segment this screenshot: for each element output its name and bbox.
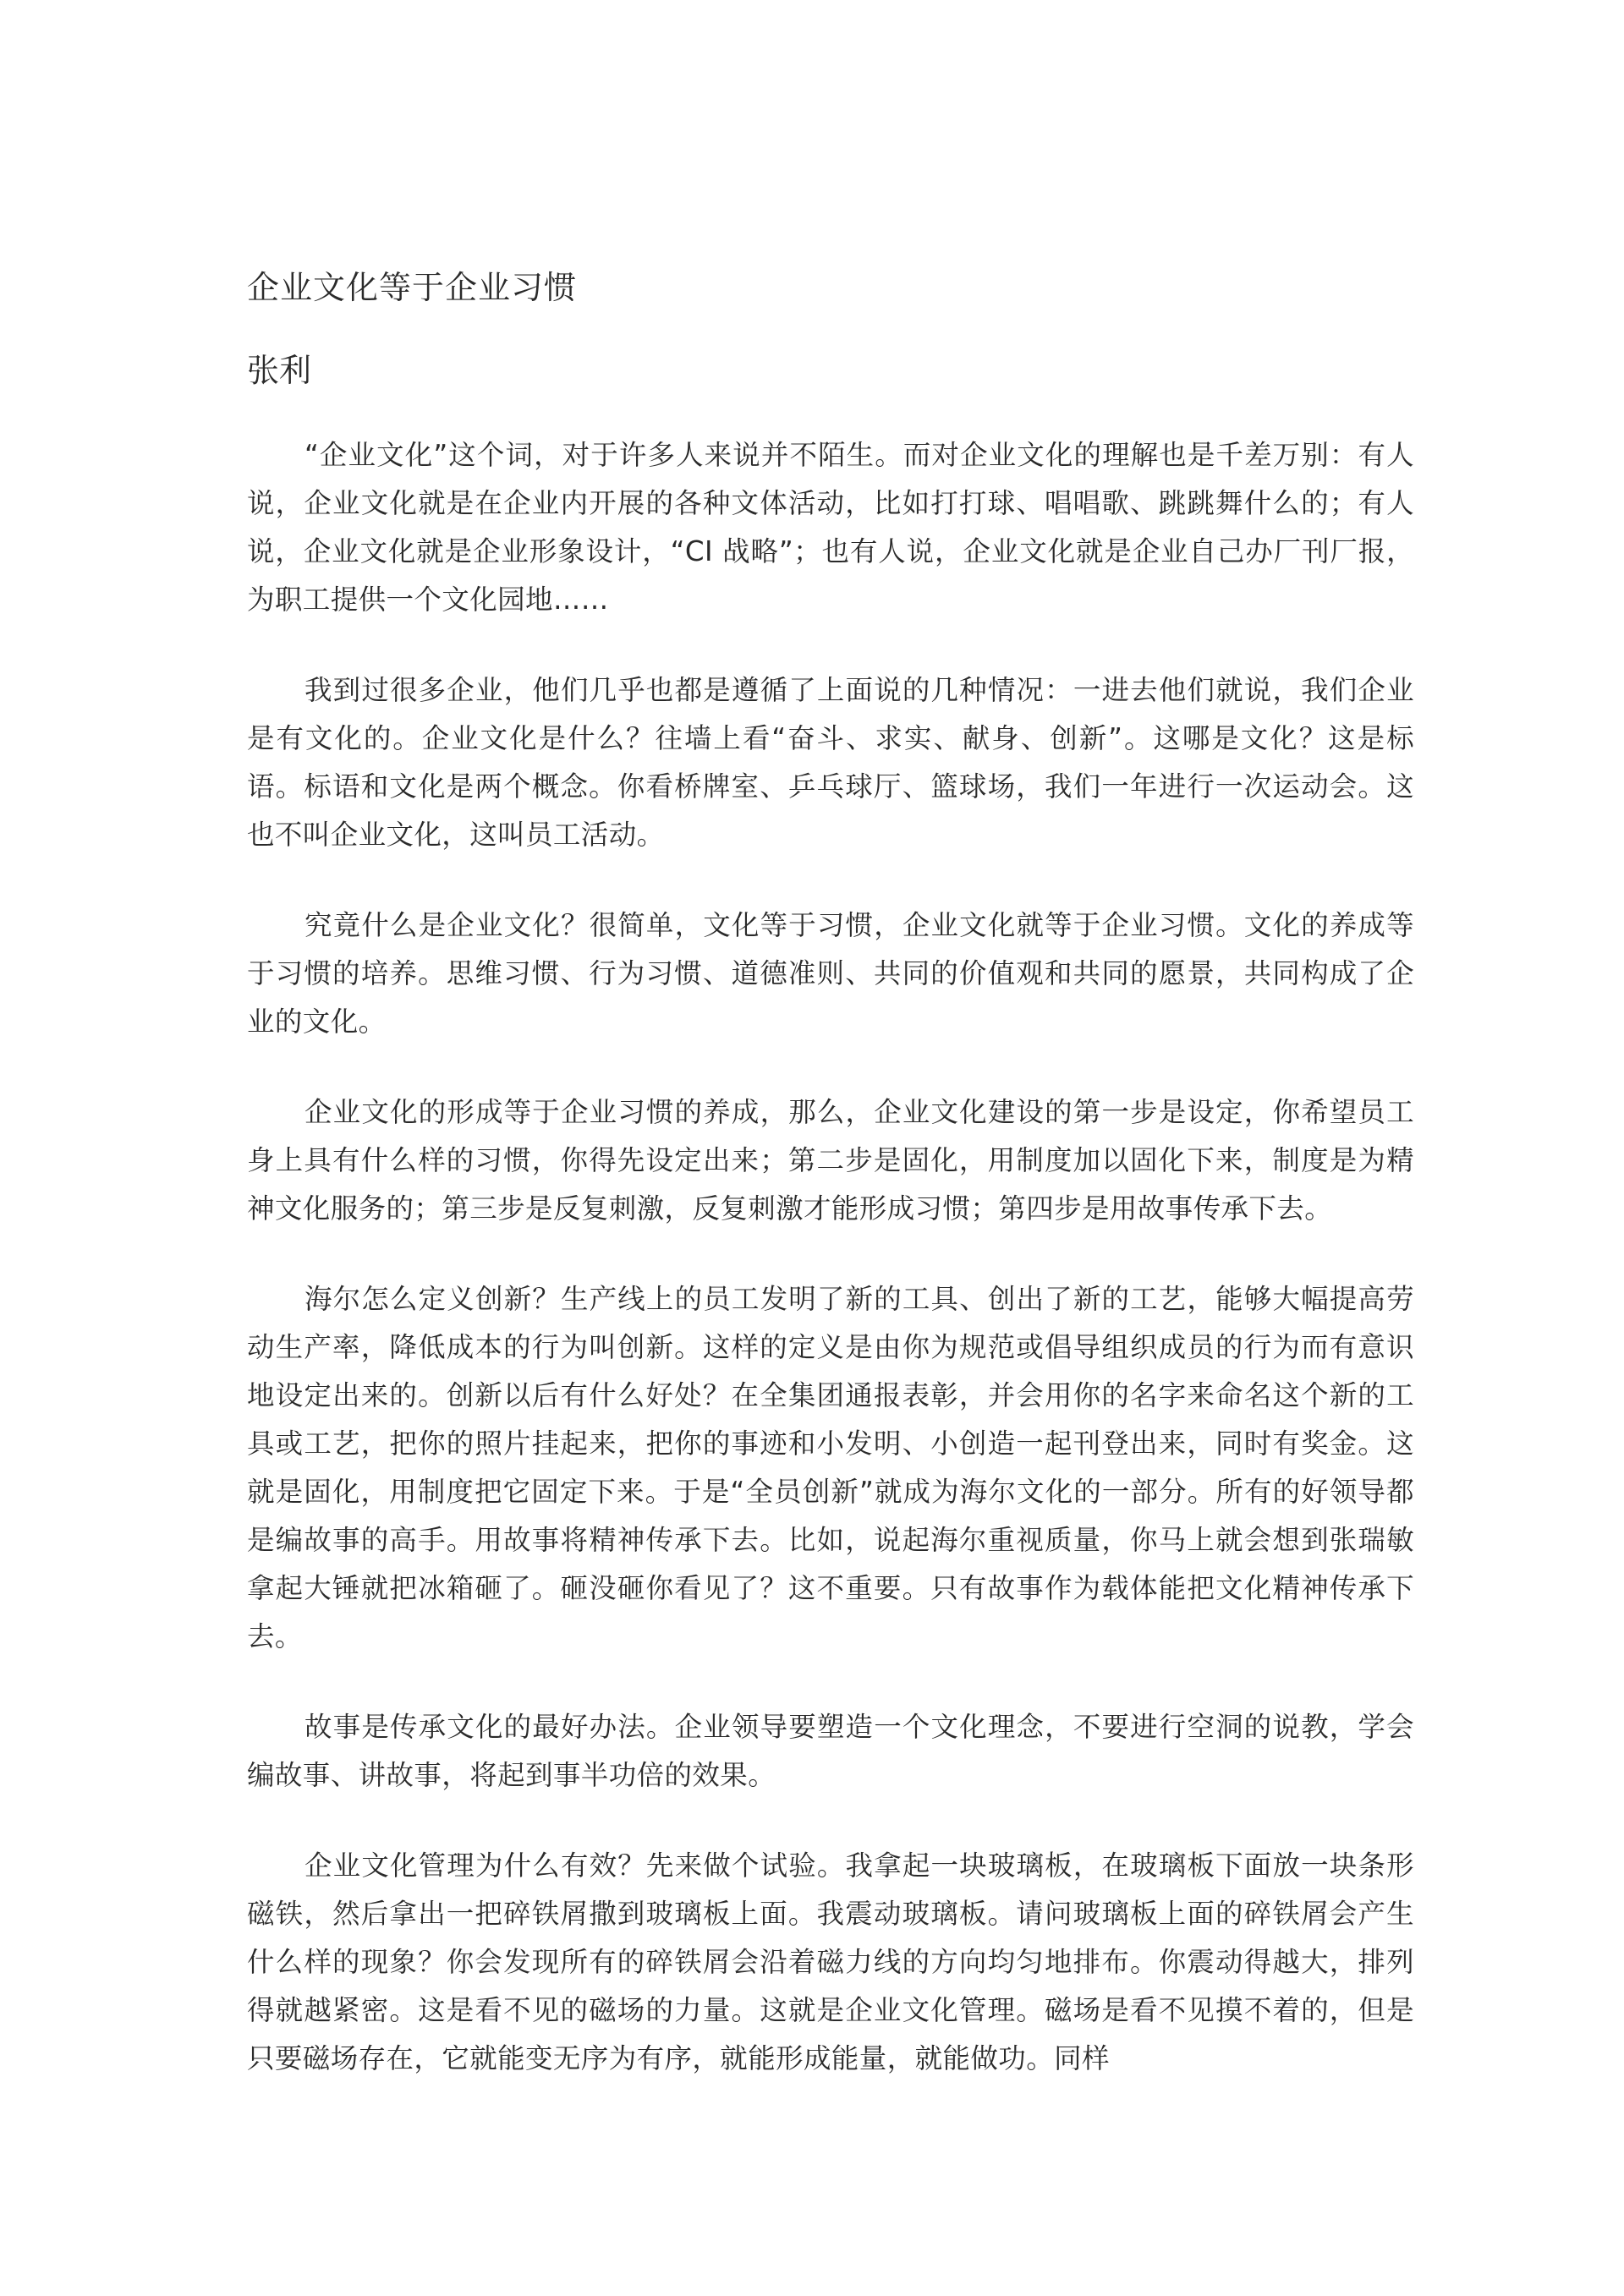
paragraph: 究竟什么是企业文化？很简单，文化等于习惯，企业文化就等于企业习惯。文化的养成等于习惯的培养。思维习惯、行为习惯、道德准则、共同的价值观和共同的愿景，共同构成了企业的文化。 bbox=[247, 909, 1414, 1038]
document-title: 企业文化等于企业习惯 bbox=[247, 269, 578, 306]
document-page bbox=[247, 262, 1414, 2083]
paragraph: “企业文化”这个词，对于许多人来说并不陌生。而对企业文化的理解也是千差万别：有人说，企业文化就是在企业内开展的各种文体活动，比如打打球、唱唱歌、跳跳舞什么的；有人说，企业文化就是企业形象设计，“CI 战略”；也有人说，企业文化就是企业自己办厂刊厂报，为职工提供一个文化园地…… bbox=[247, 439, 1414, 616]
paragraph: 海尔怎么定义创新？生产线上的员工发明了新的工具、创出了新的工艺，能够大幅提高劳动生产率，降低成本的行为叫创新。这样的定义是由你为规范或倡导组织成员的行为而有意识地设定出来的。创新以后有什么好处？在全集团通报表彰，并会用你的名字来命名这个新的工具或工艺，把你的照片挂起来，把你的事迹和小发明、小创造一起刊登出来，同时有奖金。这就是固化，用制度把它固定下来。于是“全员创新”就成为海尔文化的一部分。所有的好领导都是编故事的高手。用故事将精神传承下去。比如，说起海尔重视质量，你马上就会想到张瑞敏拿起大锤就把冰箱砸了。砸没砸你看见了？这不重要。只有故事作为载体能把文化精神传承下去。 bbox=[247, 1283, 1414, 1652]
document-author: 张利 bbox=[247, 352, 312, 389]
paragraph: 我到过很多企业，他们几乎也都是遵循了上面说的几种情况：一进去他们就说，我们企业是有文化的。企业文化是什么？往墙上看“奋斗、求实、献身、创新”。这哪是文化？这是标语。标语和文化是两个概念。你看桥牌室、乒乓球厅、篮球场，我们一年进行一次运动会。这也不叫企业文化，这叫员工活动。 bbox=[247, 674, 1414, 851]
paragraph: 企业文化的形成等于企业习惯的养成，那么，企业文化建设的第一步是设定，你希望员工身上具有什么样的习惯，你得先设定出来；第二步是固化，用制度加以固化下来，制度是为精神文化服务的；第三步是反复刺激，反复刺激才能形成习惯；第四步是用故事传承下去。 bbox=[247, 1096, 1414, 1225]
paragraph: 企业文化管理为什么有效？先来做个试验。我拿起一块玻璃板，在玻璃板下面放一块条形磁铁，然后拿出一把碎铁屑撒到玻璃板上面。我震动玻璃板。请问玻璃板上面的碎铁屑会产生什么样的现象？你会发现所有的碎铁屑会沿着磁力线的方向均匀地排布。你震动得越大，排列得就越紧密。这是看不见的磁场的力量。这就是企业文化管理。磁场是看不见摸不着的，但是只要磁场存在，它就能变无序为有序，就能形成能量，就能做功。同样 bbox=[247, 1849, 1414, 2074]
paragraph: 故事是传承文化的最好办法。企业领导要塑造一个文化理念，不要进行空洞的说教，学会编故事、讲故事，将起到事半功倍的效果。 bbox=[247, 1711, 1414, 1791]
